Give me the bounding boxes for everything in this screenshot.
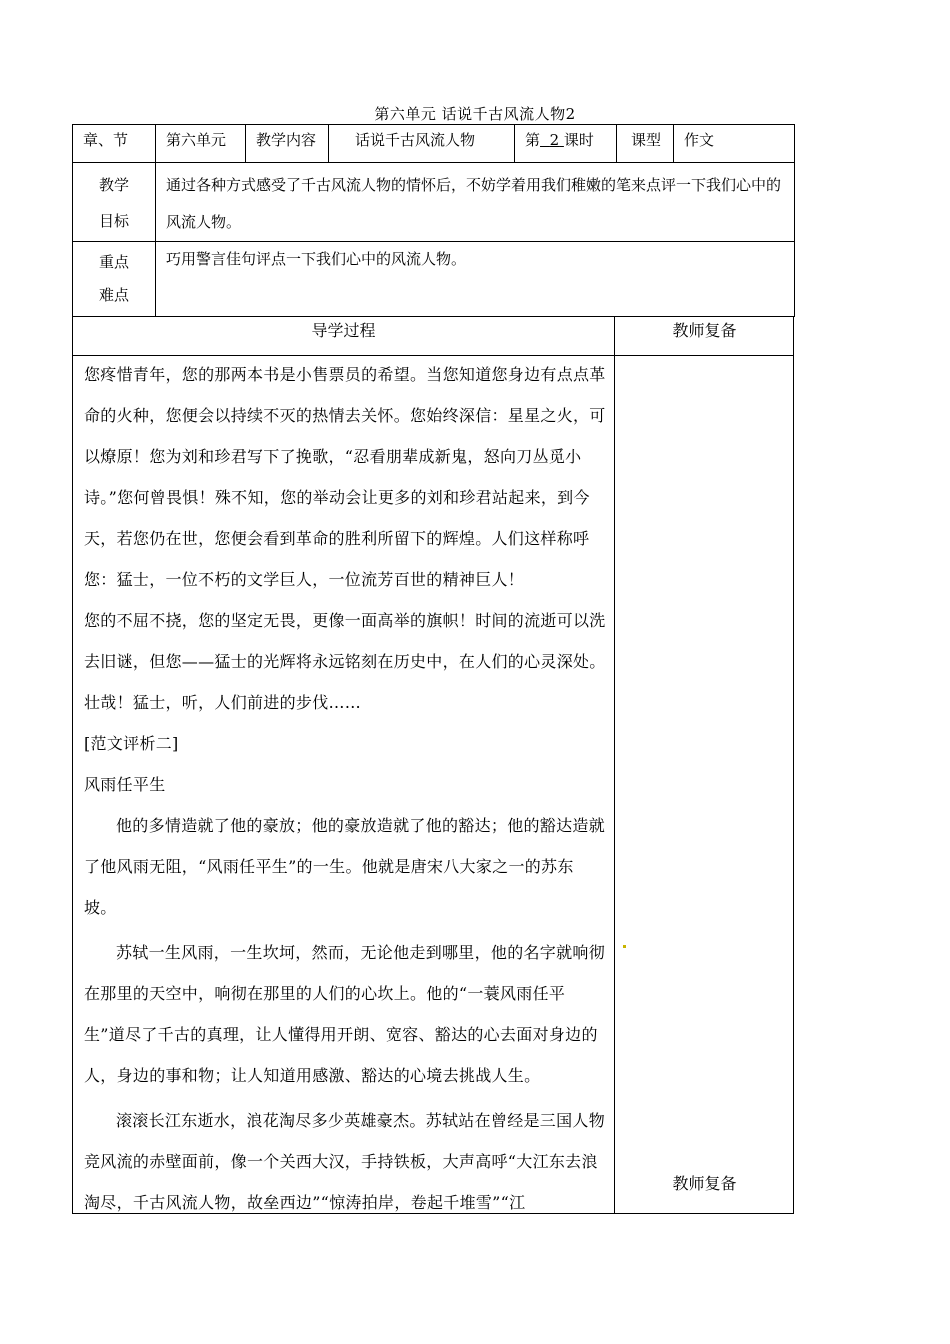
type-label: 课型 — [631, 131, 662, 149]
content-label-cell — [246, 125, 329, 163]
key-row — [73, 242, 795, 317]
goal-label-line-2: 目标 — [98, 212, 129, 230]
lesson-prefix: 第 — [525, 131, 541, 149]
process-column-header: 导学过程 — [311, 321, 376, 340]
essay-title: 风雨任平生 — [84, 775, 166, 794]
key-label-line-2: 难点 — [98, 286, 129, 304]
goal-label-line-1: 教学 — [98, 176, 129, 194]
key-label-line-1: 重点 — [98, 253, 129, 271]
goal-row — [73, 163, 795, 242]
content-value: 话说千古风流人物 — [355, 131, 476, 149]
content-cell — [329, 125, 515, 163]
type-value-cell — [674, 125, 795, 163]
paragraph-banner: 您的不屈不挠，您的坚定无畏，更像一面高举的旗帜！时间的流逝可以洗去旧谜，但您——猛士的光辉将永远铭刻在历史中，在人们的心灵深处。壮哉！猛士，听，人们前进的步伐…… — [84, 611, 606, 712]
lesson-number: 2 — [549, 131, 560, 149]
unit-cell — [156, 125, 246, 163]
stray-mark — [623, 945, 626, 948]
teacher-notes-footer: 教师复备 — [672, 1174, 737, 1193]
type-value: 作文 — [684, 131, 715, 149]
key-label-cell — [73, 242, 156, 317]
content-label: 教学内容 — [256, 131, 317, 149]
type-label-cell — [617, 125, 674, 163]
chapter-label: 章、节 — [83, 131, 129, 149]
key-text: 巧用警言佳句评点一下我们心中的风流人物。 — [156, 242, 795, 317]
lesson-info-table — [72, 124, 795, 317]
section-heading: [范文评析二] — [84, 734, 179, 753]
lesson-cell — [515, 125, 617, 163]
essay-paragraph-3: 滚滚长江东逝水，浪花淘尽多少英雄豪杰。苏轼站在曾经是三国人物竞风流的赤壁面前，像一个关西大汉，手持铁板，大声高呼“大江东去浪淘尽，千古风流人物，故垒西边”“惊涛拍岸，卷起千堆雪”“江 — [84, 1111, 606, 1212]
process-body — [84, 354, 606, 1223]
goal-label-cell — [73, 163, 156, 242]
unit-value: 第六单元 — [166, 131, 227, 149]
paragraph-tribute: 您疼惜青年，您的那两本书是小售票员的希望。当您知道您身边有点点革命的火种，您便会以持续不灭的热情去关怀。您始终深信：星星之火，可以燎原！您为刘和珍君写下了挽歌，“忍看朋辈成新鬼，怒向刀丛觅小诗。”您何曾畏惧！殊不知，您的举动会让更多的刘和珍君站起来，到今天，若您仍在世，您便会看到革命的胜利所留下的辉煌。人们这样称呼您：猛士，一位不朽的文学巨人，一位流芳百世的精神巨人！ — [84, 365, 606, 589]
lesson-info-row — [73, 125, 795, 163]
guided-learning-section — [72, 316, 794, 1214]
essay-paragraph-2: 苏轼一生风雨，一生坎坷，然而，无论他走到哪里，他的名字就响彻在那里的天空中，响彻在那里的人们的心坎上。他的“一蓑风雨任平生”道尽了千古的真理，让人懂得用开朗、宽容、豁达的心去面对身边的人，身边的事和物；让人知道用感激、豁达的心境去挑战人生。 — [84, 943, 606, 1085]
column-divider — [614, 317, 615, 1213]
document-title: 第六单元 话说千古风流人物2 — [374, 105, 576, 123]
teacher-notes-column-header: 教师复备 — [672, 321, 737, 340]
goal-text: 通过各种方式感受了千古风流人物的情怀后，不妨学着用我们稚嫩的笔来点评一下我们心中的风流人物。 — [156, 163, 795, 242]
lesson-suffix: 课时 — [563, 131, 594, 149]
essay-paragraph-1: 他的多情造就了他的豪放；他的豪放造就了他的豁达；他的豁达造就了他风雨无阻，“风雨任平生”的一生。他就是唐宋八大家之一的苏东坡。 — [84, 816, 606, 917]
chapter-label-cell — [73, 125, 156, 163]
